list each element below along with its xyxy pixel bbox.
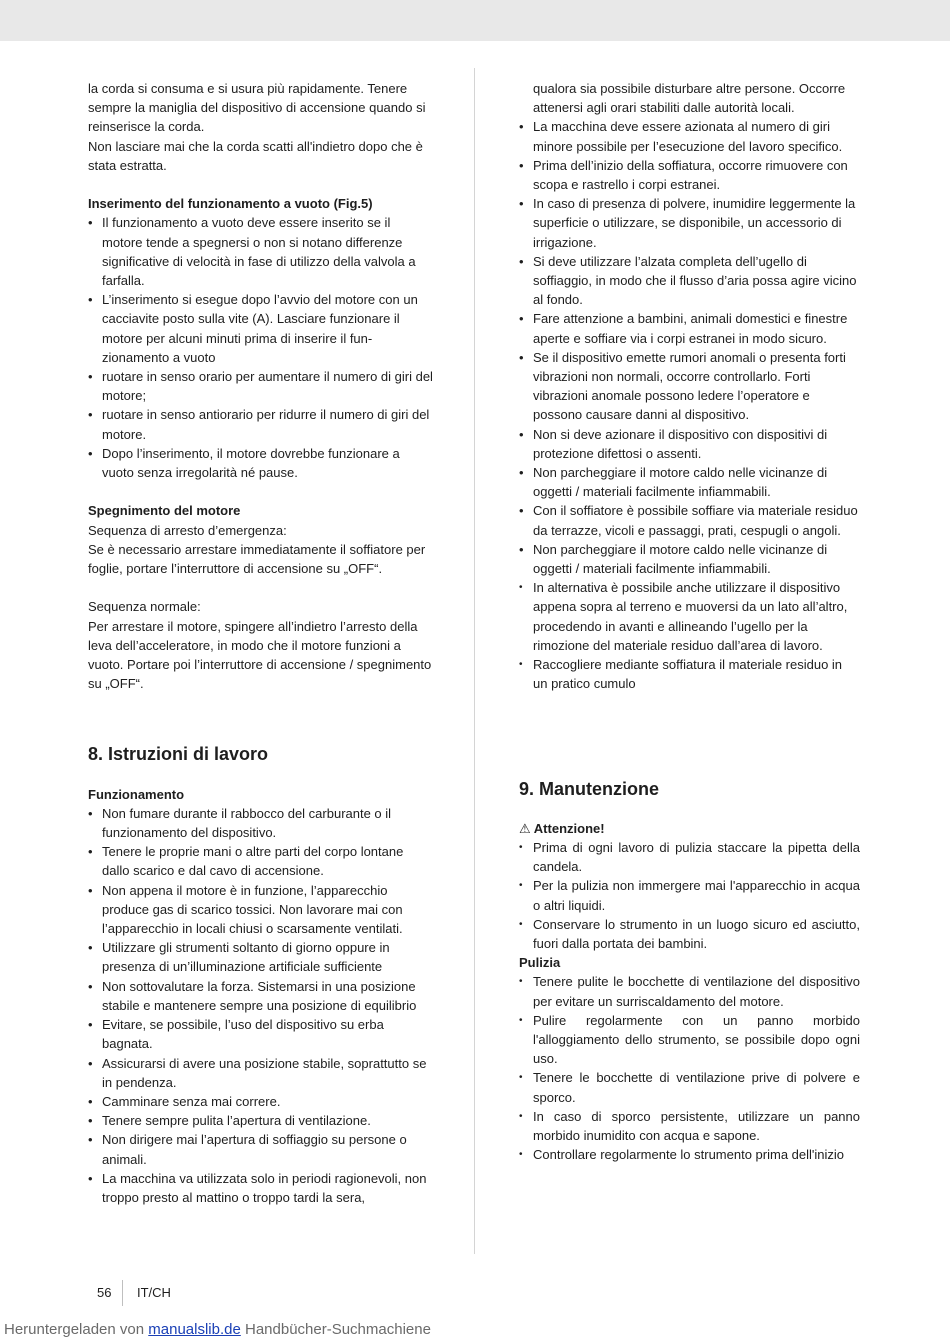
bullet-icon: •	[519, 1149, 523, 1161]
bullet-icon: •	[519, 1014, 523, 1026]
idle-list	[88, 213, 433, 482]
bullet-icon: •	[519, 465, 524, 481]
cleaning-list	[519, 972, 860, 1164]
idle-heading: Inserimento del funzionamento a vuoto (Fig.5)	[88, 196, 373, 212]
list-item: • Tenere le proprie mani o altre parti del corpo lontane dallo scarico e dal cavo di accensione.	[88, 844, 404, 879]
bullet-icon: •	[88, 1017, 93, 1033]
warning-icon: ⚠	[519, 820, 531, 836]
list-item: • Prima di ogni lavoro di pulizia staccare la pipetta della candela.	[519, 839, 860, 875]
bullet-icon: •	[519, 349, 524, 365]
emergency-label: Sequenza di arresto d’emergenza:	[88, 522, 287, 538]
normal-label: Sequenza normale:	[88, 599, 201, 615]
list-item: • Non fumare durante il rabbocco del carburante o il funzionamento del dispositivo.	[88, 805, 392, 841]
list-item: • ruotare in senso antiorario per ridurre il numero di giri del motore.	[88, 407, 430, 442]
list-item: • Tenere pulite le bocchette di ventilazione del dispositivo per evitare un surriscaldamento del motore.	[519, 974, 860, 1009]
bullet-icon: •	[88, 844, 93, 860]
list-item: • Tenere le bocchette di ventilazione prive di polvere e sporco.	[519, 1070, 860, 1105]
normal-text: Per arrestare il motore, spingere all’indietro l’arresto della leva dell’acceleratore, in modo che il motore funzioni a vuoto. Portare poi l’interruttore di accensione / spegnimento su „OFF“.	[88, 618, 432, 692]
list-item: • Se il dispositivo emette rumori anomali o presenta forti vibrazioni non normali, occorre controllarlo. Forti vibrazioni anomale possono ledere l’operatore e possono causare danni al dispositivo.	[519, 349, 846, 423]
list-item: • Controllare regolarmente lo strumento prima dell'inizio	[519, 1145, 860, 1164]
list-item: • L’inserimento si esegue dopo l’avvio del motore con un cacciavite posto sulla vite (A). Lasciare funzionare il motore per alcuni minuti prima di inserire il funzionamento a vuoto	[88, 292, 418, 365]
continuation-text: qualora sia possibile disturbare altre persone. Occorre attenersi agli orari stabiliti dalle autorità locali.	[533, 81, 846, 116]
top-bar	[0, 0, 950, 41]
operation-list	[88, 804, 433, 1207]
list-item: • Fare attenzione a bambini, animali domestici e finestre aperte e soffiare via i corpi estranei in modo sicuro.	[519, 311, 848, 346]
list-item: • Utilizzare gli strumenti soltanto di giorno oppure in presenza di un’illuminazione artificiale sufficiente	[88, 940, 390, 975]
operation-heading: Funzionamento	[88, 786, 185, 802]
left-column	[88, 79, 433, 1207]
bullet-icon: •	[519, 253, 524, 269]
bullet-icon: •	[88, 1055, 93, 1071]
bullet-icon: •	[519, 426, 524, 442]
operation-list-continued	[519, 117, 860, 693]
stop-heading: Spegnimento del motore	[88, 503, 241, 519]
list-item: • Prima dell’inizio della soffiatura, occorre rimuovere con scopa e rastrello i corpi estranei.	[519, 157, 848, 193]
bullet-icon: •	[88, 978, 93, 994]
list-item: • Si deve utilizzare l’alzata completa dell’ugello di soffiaggio, in modo che il flusso d’aria possa agire vicino al fondo.	[519, 253, 857, 308]
bullet-icon: •	[519, 1072, 523, 1084]
bullet-icon: •	[88, 1113, 93, 1129]
list-item: • Evitare, se possibile, l’uso del dispositivo su erba bagnata.	[88, 1017, 384, 1052]
cleaning-heading: Pulizia	[519, 955, 561, 971]
bullet-icon: •	[519, 541, 524, 557]
manualslib-link[interactable]: manualslib.de	[148, 1321, 241, 1338]
bullet-icon: •	[519, 311, 524, 327]
bullet-icon: •	[88, 215, 93, 231]
bullet-icon: •	[88, 940, 93, 956]
list-item: • ruotare in senso orario per aumentare il numero di giri del motore;	[88, 369, 433, 404]
bullet-icon: •	[519, 880, 523, 892]
list-item: • Conservare lo strumento in un luogo sicuro ed asciutto, fuori dalla portata dei bambini.	[519, 916, 860, 951]
bullet-icon: •	[519, 976, 523, 988]
list-item: • Con il soffiatore è possibile soffiare via materiale residuo da terrazze, vicoli e passaggi, prati, cespugli o angoli.	[519, 503, 858, 538]
column-divider	[474, 68, 475, 1254]
list-item: • Assicurarsi di avere una posizione stabile, soprattutto se in pendenza.	[88, 1055, 427, 1090]
list-item: • Non dirigere mai l’apertura di soffiaggio su persone o animali.	[88, 1132, 407, 1167]
locale-label: IT/CH	[137, 1285, 171, 1300]
bullet-icon: •	[519, 1110, 523, 1122]
page-number: 56	[97, 1285, 112, 1300]
list-item: • Non parcheggiare il motore caldo nelle vicinanze di oggetti / materiali facilmente infiammabili.	[519, 465, 828, 500]
intro-paragraph-2: Non lasciare mai che la corda scatti all'indietro dopo che è stata estratta.	[88, 138, 423, 173]
bullet-icon: •	[519, 503, 524, 519]
list-item: • In alternativa è possibile anche utilizzare il dispositivo appena sopra al terreno e muoversi da un lato all’altro, procedendo in avanti e allineando l’ugello per la rimozione del materiale residuo dall’area di lavoro.	[519, 580, 848, 653]
list-item: • La macchina va utilizzata solo in periodi ragionevoli, non troppo presto al mattino o troppo tardi la sera,	[88, 1170, 427, 1205]
bullet-icon: •	[88, 407, 93, 423]
bullet-icon: •	[519, 157, 524, 173]
warning-heading: ⚠ Attenzione!	[519, 820, 605, 836]
bullet-icon: •	[519, 918, 523, 930]
download-notice: Heruntergeladen von manualslib.de Handbücher-Suchmachiene	[4, 1321, 431, 1338]
list-item: • Pulire regolarmente con un panno morbido l'alloggiamento dello strumento, se possibile dopo ogni uso.	[519, 1012, 860, 1067]
list-item: • Tenere sempre pulita l’apertura di ventilazione.	[88, 1111, 433, 1130]
intro-paragraph-1: la corda si consuma e si usura più rapidamente. Tenere sempre la maniglia del dispositivo di accensione quando si reinserisce la corda.	[88, 81, 426, 135]
section-8-title: 8. Istruzioni di lavoro	[88, 744, 269, 765]
warning-list	[519, 838, 860, 953]
bullet-icon: •	[519, 841, 523, 853]
list-item: • Non sottovalutare la forza. Sistemarsi in una posizione stabile e mantenere sempre una posizione di equilibrio	[88, 978, 417, 1013]
bullet-icon: •	[88, 1132, 93, 1148]
list-item: • Non si deve azionare il dispositivo con dispositivi di protezione difettosi o assenti.	[519, 426, 828, 461]
list-item: • Non appena il motore è in funzione, l’apparecchio produce gas di scarico tossici. Non lavorare mai con l’apparecchio in locali chiusi o scarsamente ventilati.	[88, 882, 403, 937]
bullet-icon: •	[88, 882, 93, 898]
list-item: • Il funzionamento a vuoto deve essere inserito se il motore tende a spegnersi o non si notano differenze significative di velocità in fase di utilizzo della valvola a farfalla.	[88, 215, 416, 289]
list-item: • Camminare senza mai correre.	[88, 1092, 433, 1111]
bullet-icon: •	[88, 1170, 93, 1186]
bullet-icon: •	[519, 196, 524, 212]
right-column	[519, 79, 860, 1164]
list-item: • In caso di sporco persistente, utilizzare un panno morbido inumidito con acqua e sapone.	[519, 1108, 860, 1143]
bullet-icon: •	[88, 292, 93, 308]
bullet-icon: •	[88, 805, 93, 821]
list-item: • In caso di presenza di polvere, inumidire leggermente la superficie o utilizzare, se disponibile, un accessorio di irrigazione.	[519, 196, 856, 250]
footer-divider	[122, 1280, 123, 1306]
list-item: • Raccogliere mediante soffiatura il materiale residuo in un pratico cumulo	[519, 657, 843, 692]
bullet-icon: •	[88, 369, 93, 385]
bullet-icon: •	[519, 659, 523, 671]
list-item: • Dopo l’inserimento, il motore dovrebbe funzionare a vuoto senza irregolarità né pause.	[88, 445, 400, 481]
bullet-icon: •	[88, 1093, 93, 1109]
bullet-icon: •	[519, 119, 524, 135]
bullet-icon: •	[88, 445, 93, 461]
bullet-icon: •	[519, 582, 523, 594]
emergency-text: Se è necessario arrestare immediatamente il soffiatore per foglie, portare l’interruttore di accensione su „OFF“.	[88, 541, 426, 577]
list-item: • Non parcheggiare il motore caldo nelle vicinanze di oggetti / materiali facilmente infiammabili.	[519, 541, 828, 577]
list-item: • La macchina deve essere azionata al numero di giri minore possibile per l’esecuzione del lavoro specifico.	[519, 119, 843, 154]
section-9-title: 9. Manutenzione	[519, 778, 660, 799]
list-item: • Per la pulizia non immergere mai l'apparecchio in acqua o altri liquidi.	[519, 878, 860, 913]
